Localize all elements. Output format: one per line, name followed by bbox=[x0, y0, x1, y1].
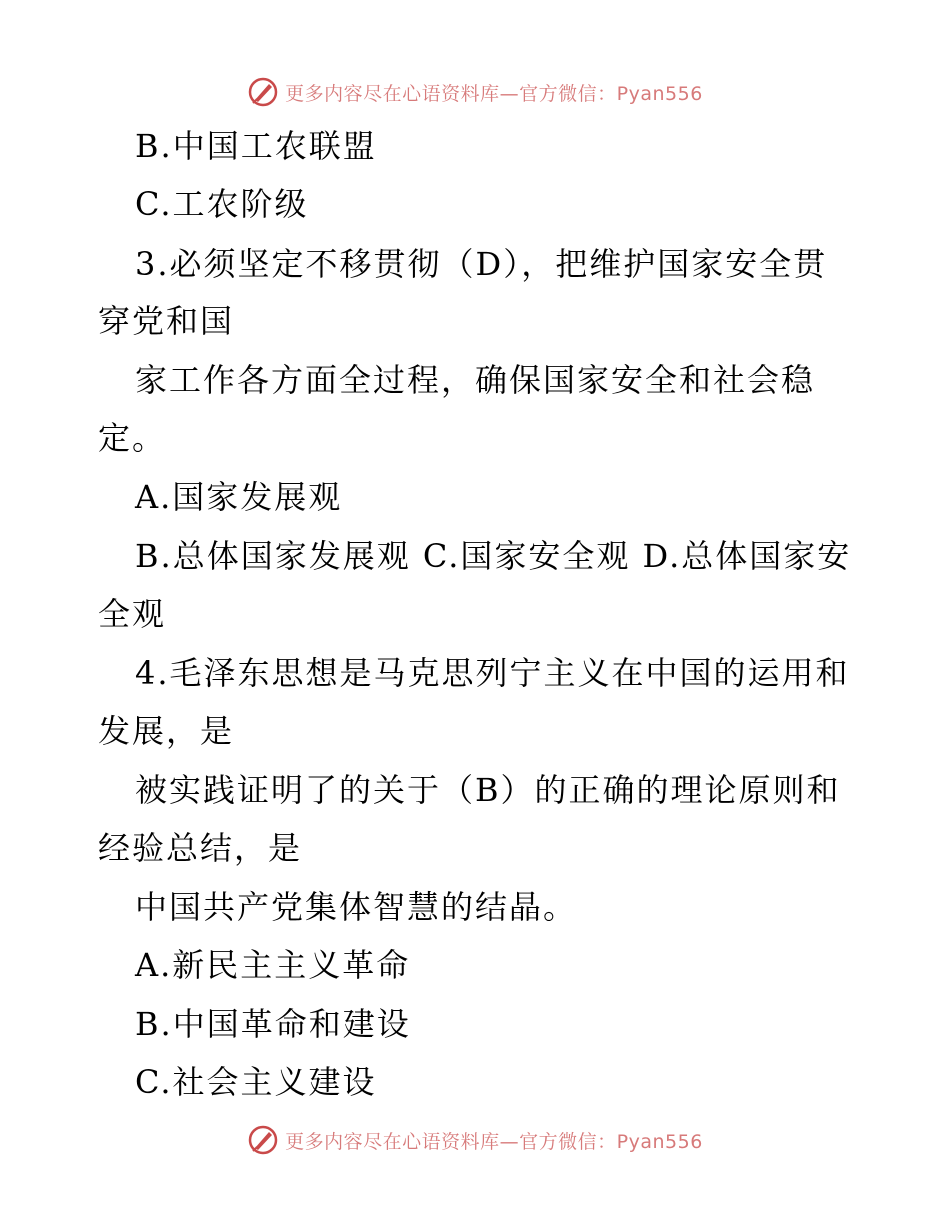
watermark-text: 更多内容尽在心语资料库—官方微信：Pyan556 bbox=[285, 1130, 703, 1153]
question-line: 定。 bbox=[98, 419, 167, 457]
header-watermark bbox=[0, 72, 950, 112]
option-line: C.社会主义建设 bbox=[135, 1063, 377, 1101]
footer-watermark bbox=[0, 1120, 950, 1160]
question-line: 4.毛泽东思想是马克思列宁主义在中国的运用和 bbox=[135, 654, 850, 692]
option-line: C.工农阶级 bbox=[135, 185, 309, 223]
question-line: 被实践证明了的关于（B）的正确的理论原则和 bbox=[135, 771, 841, 809]
option-line: A.新民主主义革命 bbox=[135, 946, 411, 984]
quill-logo-icon bbox=[247, 76, 279, 108]
option-line: B.中国工农联盟 bbox=[135, 127, 377, 165]
option-line: A.国家发展观 bbox=[135, 478, 343, 516]
question-line: 经验总结，是 bbox=[98, 829, 303, 867]
question-line: 穿党和国 bbox=[98, 302, 235, 340]
question-line: 3.必须坚定不移贯彻（D），把维护国家安全贯 bbox=[135, 245, 828, 283]
watermark-text: 更多内容尽在心语资料库—官方微信：Pyan556 bbox=[285, 82, 703, 105]
option-line: B.总体国家发展观 C.国家安全观 D.总体国家安 bbox=[135, 537, 852, 575]
option-line: 全观 bbox=[98, 595, 167, 633]
question-line: 家工作各方面全过程，确保国家安全和社会稳 bbox=[135, 361, 816, 399]
option-line: B.中国革命和建设 bbox=[135, 1005, 411, 1043]
quill-logo-icon bbox=[247, 1124, 279, 1156]
question-line: 发展，是 bbox=[98, 712, 235, 750]
question-line: 中国共产党集体智慧的结晶。 bbox=[135, 888, 578, 926]
